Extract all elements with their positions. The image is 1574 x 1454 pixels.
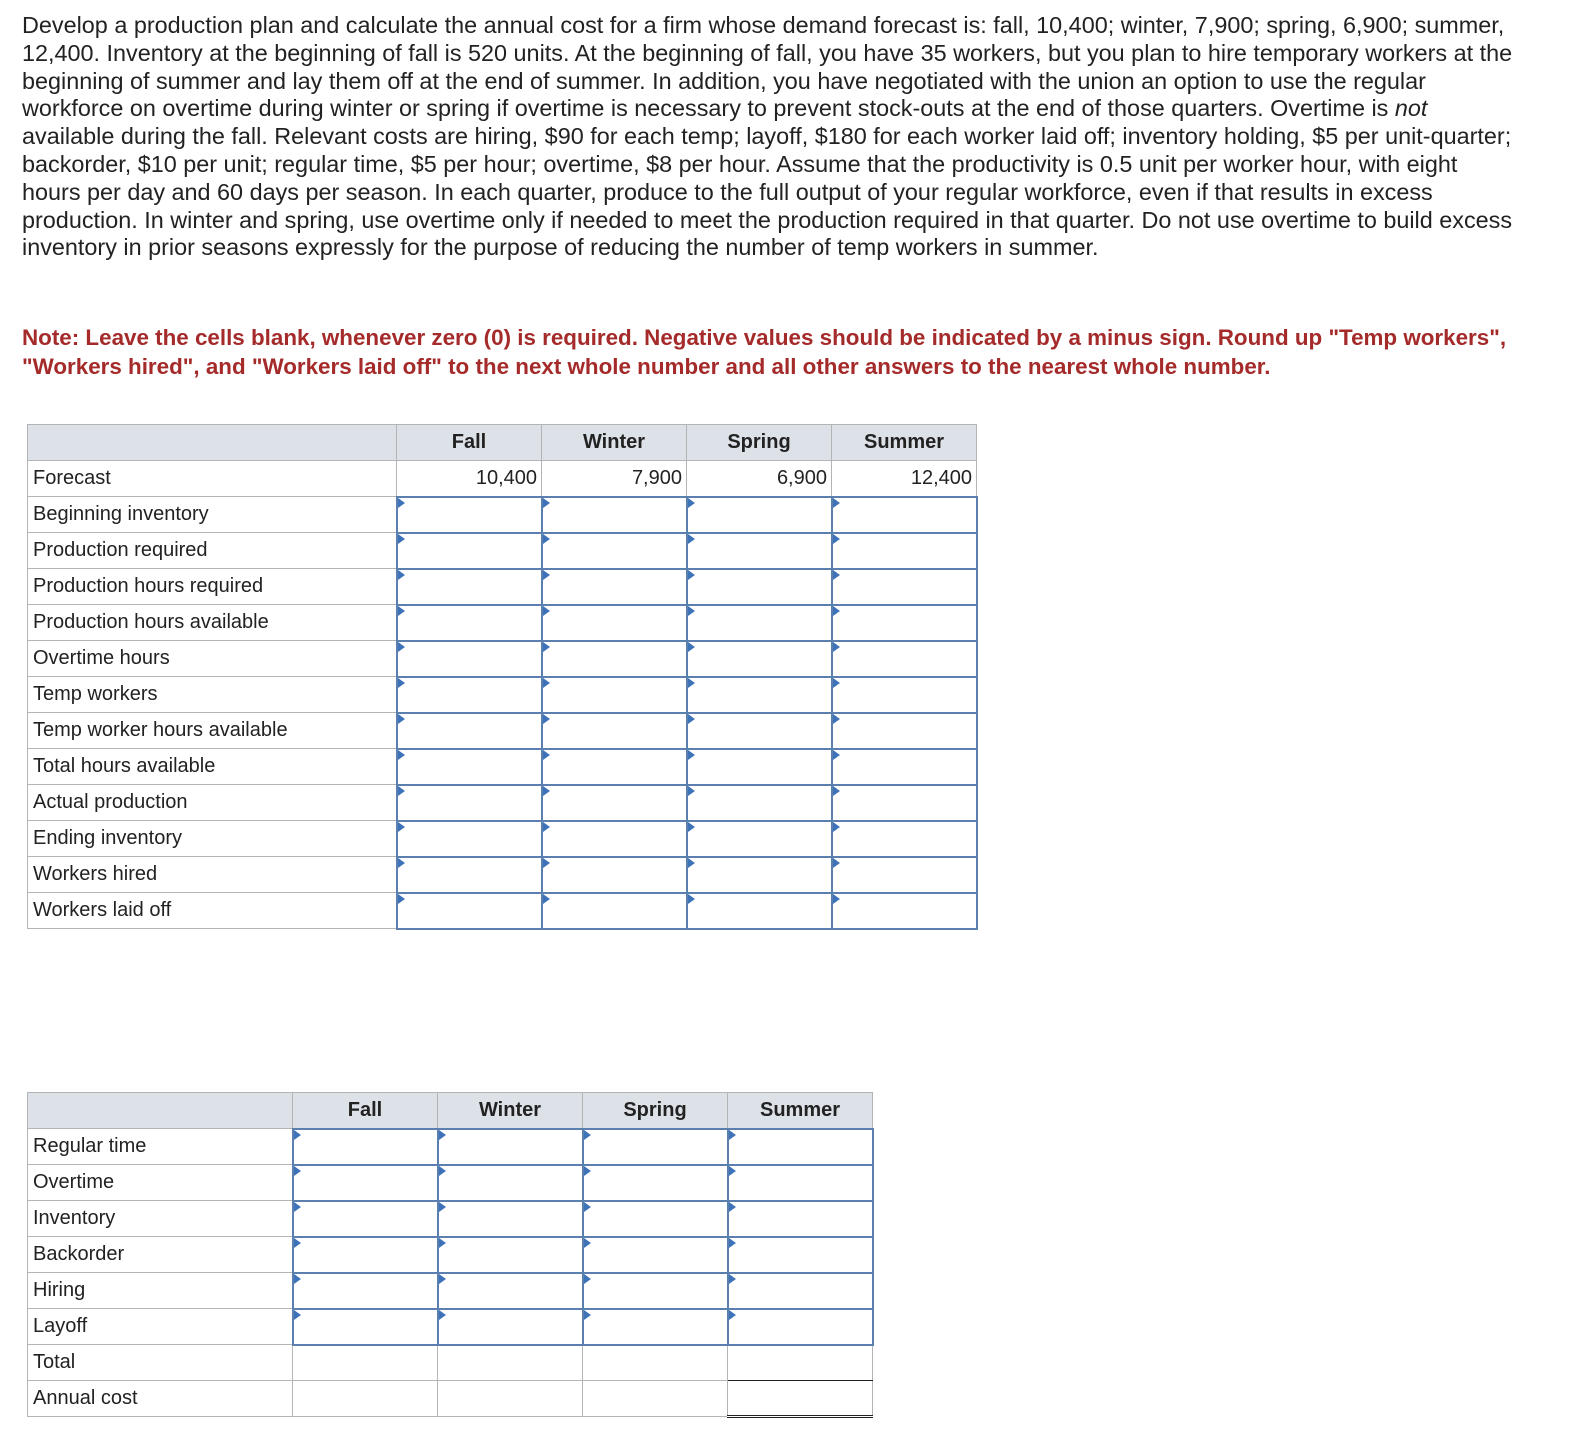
production-hours-available-summer-input[interactable] xyxy=(833,606,976,640)
workers-laid-off-summer-input[interactable] xyxy=(833,894,976,928)
production-hours-available-spring-input[interactable] xyxy=(688,606,831,640)
plan-row-label: Temp worker hours available xyxy=(28,713,397,749)
beginning-inventory-winter-cell xyxy=(542,497,687,533)
cost-row-inventory xyxy=(28,1201,873,1237)
beginning-inventory-winter-input[interactable] xyxy=(543,498,686,532)
plan-row-label: Total hours available xyxy=(28,749,397,785)
overtime-hours-fall-cell xyxy=(397,641,542,677)
overtime-hours-fall-input[interactable] xyxy=(398,642,541,676)
overtime-fall-input[interactable] xyxy=(294,1166,437,1200)
annual-cost-spring-value xyxy=(583,1381,728,1417)
workers-laid-off-winter-input[interactable] xyxy=(543,894,686,928)
inventory-winter-cell xyxy=(438,1201,583,1237)
plan-row-label: Production hours required xyxy=(28,569,397,605)
workers-laid-off-spring-input[interactable] xyxy=(688,894,831,928)
production-hours-required-spring-input[interactable] xyxy=(688,570,831,604)
annual-cost-winter-value xyxy=(438,1381,583,1417)
cost-header-corner xyxy=(28,1093,293,1129)
ending-inventory-winter-input[interactable] xyxy=(543,822,686,856)
overtime-hours-spring-input[interactable] xyxy=(688,642,831,676)
production-required-spring-input[interactable] xyxy=(688,534,831,568)
plan-row-forecast xyxy=(28,461,977,497)
total-hours-available-fall-input[interactable] xyxy=(398,750,541,784)
temp-worker-hours-available-fall-cell xyxy=(397,713,542,749)
plan-row-label: Beginning inventory xyxy=(28,497,397,533)
total-hours-available-summer-cell xyxy=(832,749,977,785)
total-fall-value xyxy=(293,1345,438,1381)
cost-row-layoff xyxy=(28,1309,873,1345)
plan-row-label: Ending inventory xyxy=(28,821,397,857)
forecast-summer-value: 12,400 xyxy=(832,461,977,497)
workers-laid-off-fall-cell xyxy=(397,893,542,929)
actual-production-fall-cell xyxy=(397,785,542,821)
ending-inventory-fall-cell xyxy=(397,821,542,857)
overtime-spring-input[interactable] xyxy=(584,1166,727,1200)
total-hours-available-spring-cell xyxy=(687,749,832,785)
workers-hired-spring-cell xyxy=(687,857,832,893)
temp-workers-fall-cell xyxy=(397,677,542,713)
production-required-summer-cell xyxy=(832,533,977,569)
total-hours-available-summer-input[interactable] xyxy=(833,750,976,784)
layoff-fall-input[interactable] xyxy=(294,1310,437,1344)
cost-header-spring: Spring xyxy=(583,1093,728,1129)
regular-time-winter-input[interactable] xyxy=(439,1130,582,1164)
plan-row-label: Production required xyxy=(28,533,397,569)
plan-row-ending-inventory xyxy=(28,821,977,857)
layoff-spring-input[interactable] xyxy=(584,1310,727,1344)
production-hours-available-winter-cell xyxy=(542,605,687,641)
inventory-fall-input[interactable] xyxy=(294,1202,437,1236)
inventory-spring-input[interactable] xyxy=(584,1202,727,1236)
plan-row-production-required xyxy=(28,533,977,569)
production-required-fall-cell xyxy=(397,533,542,569)
overtime-hours-spring-cell xyxy=(687,641,832,677)
beginning-inventory-fall-cell xyxy=(397,497,542,533)
cost-row-label: Backorder xyxy=(28,1237,293,1273)
workers-laid-off-fall-input[interactable] xyxy=(398,894,541,928)
actual-production-spring-input[interactable] xyxy=(688,786,831,820)
cost-row-hiring xyxy=(28,1273,873,1309)
total-hours-available-fall-cell xyxy=(397,749,542,785)
workers-laid-off-summer-cell xyxy=(832,893,977,929)
regular-time-fall-input[interactable] xyxy=(294,1130,437,1164)
plan-header-summer: Summer xyxy=(832,425,977,461)
regular-time-summer-input[interactable] xyxy=(729,1130,872,1164)
backorder-fall-input[interactable] xyxy=(294,1238,437,1272)
layoff-winter-cell xyxy=(438,1309,583,1345)
plan-row-beginning-inventory xyxy=(28,497,977,533)
overtime-summer-cell xyxy=(728,1165,873,1201)
workers-hired-summer-cell xyxy=(832,857,977,893)
temp-workers-spring-input[interactable] xyxy=(688,678,831,712)
hiring-summer-cell xyxy=(728,1273,873,1309)
ending-inventory-winter-cell xyxy=(542,821,687,857)
hiring-spring-cell xyxy=(583,1273,728,1309)
workers-hired-winter-input[interactable] xyxy=(543,858,686,892)
beginning-inventory-spring-input[interactable] xyxy=(688,498,831,532)
plan-row-label: Workers laid off xyxy=(28,893,397,929)
regular-time-fall-cell xyxy=(293,1129,438,1165)
plan-row-production-hours-required xyxy=(28,569,977,605)
plan-row-temp-workers xyxy=(28,677,977,713)
beginning-inventory-summer-input[interactable] xyxy=(833,498,976,532)
plan-row-label: Forecast xyxy=(28,461,397,497)
hiring-spring-input[interactable] xyxy=(584,1274,727,1308)
plan-row-workers-hired xyxy=(28,857,977,893)
workers-hired-fall-input[interactable] xyxy=(398,858,541,892)
layoff-fall-cell xyxy=(293,1309,438,1345)
inventory-spring-cell xyxy=(583,1201,728,1237)
production-hours-required-fall-cell xyxy=(397,569,542,605)
cost-row-label: Annual cost xyxy=(28,1381,293,1417)
ending-inventory-spring-cell xyxy=(687,821,832,857)
temp-worker-hours-available-fall-input[interactable] xyxy=(398,714,541,748)
plan-row-overtime-hours xyxy=(28,641,977,677)
overtime-summer-input[interactable] xyxy=(729,1166,872,1200)
temp-worker-hours-available-spring-cell xyxy=(687,713,832,749)
overtime-hours-winter-cell xyxy=(542,641,687,677)
production-hours-available-winter-input[interactable] xyxy=(543,606,686,640)
instruction-note: Note: Leave the cells blank, whenever zero (0) is required. Negative values should be indicated by a minus sign. Round up "Temp workers", "Workers hired", and "Workers laid off" to the next whole number and all other answers to the nearest whole number. xyxy=(22,325,1507,379)
regular-time-winter-cell xyxy=(438,1129,583,1165)
cost-row-label: Hiring xyxy=(28,1273,293,1309)
plan-row-label: Actual production xyxy=(28,785,397,821)
production-required-winter-input[interactable] xyxy=(543,534,686,568)
production-hours-available-fall-cell xyxy=(397,605,542,641)
workers-hired-summer-input[interactable] xyxy=(833,858,976,892)
temp-workers-fall-input[interactable] xyxy=(398,678,541,712)
cost-row-overtime xyxy=(28,1165,873,1201)
production-hours-available-summer-cell xyxy=(832,605,977,641)
hiring-winter-cell xyxy=(438,1273,583,1309)
production-hours-available-fall-input[interactable] xyxy=(398,606,541,640)
production-hours-required-winter-cell xyxy=(542,569,687,605)
cost-header-summer: Summer xyxy=(728,1093,873,1129)
production-plan-table xyxy=(27,424,978,930)
temp-worker-hours-available-spring-input[interactable] xyxy=(688,714,831,748)
backorder-summer-cell xyxy=(728,1237,873,1273)
plan-row-actual-production xyxy=(28,785,977,821)
ending-inventory-fall-input[interactable] xyxy=(398,822,541,856)
layoff-summer-cell xyxy=(728,1309,873,1345)
regular-time-spring-cell xyxy=(583,1129,728,1165)
layoff-summer-input[interactable] xyxy=(729,1310,872,1344)
problem-text-part1: Develop a production plan and calculate the annual cost for a firm whose demand forecast is: fall, 10,400; winter, 7,900; spring, 6,900; summer, 12,400. Inventory at the beginning of fall is 520 units. At the beginning of fall, you have 35 workers, but you plan to hire temporary workers at the beginning of summer and lay them off at the end of summer. In addition, you have negotiated with the union an option to use the regular workforce on overtime during winter or spring if overtime is necessary to prevent stock-outs at the end of those quarters. Overtime is xyxy=(22,12,1513,122)
temp-workers-winter-input[interactable] xyxy=(543,678,686,712)
overtime-fall-cell xyxy=(293,1165,438,1201)
plan-row-production-hours-available xyxy=(28,605,977,641)
cost-row-label: Layoff xyxy=(28,1309,293,1345)
cost-row-label: Regular time xyxy=(28,1129,293,1165)
temp-worker-hours-available-winter-cell xyxy=(542,713,687,749)
plan-row-label: Overtime hours xyxy=(28,641,397,677)
temp-worker-hours-available-winter-input[interactable] xyxy=(543,714,686,748)
hiring-fall-input[interactable] xyxy=(294,1274,437,1308)
backorder-winter-input[interactable] xyxy=(439,1238,582,1272)
plan-row-label: Temp workers xyxy=(28,677,397,713)
plan-row-workers-laid-off xyxy=(28,893,977,929)
production-hours-required-summer-input[interactable] xyxy=(833,570,976,604)
plan-header-spring: Spring xyxy=(687,425,832,461)
total-summer-value xyxy=(728,1345,873,1381)
beginning-inventory-fall-input[interactable] xyxy=(398,498,541,532)
forecast-fall-value: 10,400 xyxy=(397,461,542,497)
production-hours-available-spring-cell xyxy=(687,605,832,641)
forecast-spring-value: 6,900 xyxy=(687,461,832,497)
regular-time-summer-cell xyxy=(728,1129,873,1165)
production-required-winter-cell xyxy=(542,533,687,569)
overtime-hours-summer-cell xyxy=(832,641,977,677)
temp-worker-hours-available-summer-input[interactable] xyxy=(833,714,976,748)
actual-production-summer-input[interactable] xyxy=(833,786,976,820)
temp-workers-winter-cell xyxy=(542,677,687,713)
inventory-summer-input[interactable] xyxy=(729,1202,872,1236)
inventory-fall-cell xyxy=(293,1201,438,1237)
hiring-fall-cell xyxy=(293,1273,438,1309)
overtime-winter-cell xyxy=(438,1165,583,1201)
hiring-winter-input[interactable] xyxy=(439,1274,582,1308)
problem-statement xyxy=(22,12,1522,262)
cost-row-label: Total xyxy=(28,1345,293,1381)
total-hours-available-winter-cell xyxy=(542,749,687,785)
ending-inventory-summer-input[interactable] xyxy=(833,822,976,856)
plan-header-corner xyxy=(28,425,397,461)
actual-production-fall-input[interactable] xyxy=(398,786,541,820)
inventory-winter-input[interactable] xyxy=(439,1202,582,1236)
overtime-hours-winter-input[interactable] xyxy=(543,642,686,676)
backorder-summer-input[interactable] xyxy=(729,1238,872,1272)
annual-cost-fall-value xyxy=(293,1381,438,1417)
actual-production-winter-input[interactable] xyxy=(543,786,686,820)
temp-worker-hours-available-summer-cell xyxy=(832,713,977,749)
total-hours-available-winter-input[interactable] xyxy=(543,750,686,784)
production-hours-required-summer-cell xyxy=(832,569,977,605)
backorder-fall-cell xyxy=(293,1237,438,1273)
beginning-inventory-spring-cell xyxy=(687,497,832,533)
actual-production-spring-cell xyxy=(687,785,832,821)
workers-hired-spring-input[interactable] xyxy=(688,858,831,892)
beginning-inventory-summer-cell xyxy=(832,497,977,533)
temp-workers-summer-input[interactable] xyxy=(833,678,976,712)
production-required-fall-input[interactable] xyxy=(398,534,541,568)
production-hours-required-winter-input[interactable] xyxy=(543,570,686,604)
cost-header-row xyxy=(28,1093,873,1129)
cost-header-fall: Fall xyxy=(293,1093,438,1129)
cost-row-label: Overtime xyxy=(28,1165,293,1201)
production-hours-required-spring-cell xyxy=(687,569,832,605)
cost-table xyxy=(27,1092,874,1418)
workers-hired-fall-cell xyxy=(397,857,542,893)
plan-header-fall: Fall xyxy=(397,425,542,461)
hiring-summer-input[interactable] xyxy=(729,1274,872,1308)
backorder-winter-cell xyxy=(438,1237,583,1273)
layoff-spring-cell xyxy=(583,1309,728,1345)
problem-emphasis: not xyxy=(1394,95,1428,122)
ending-inventory-summer-cell xyxy=(832,821,977,857)
problem-text-part2: available during the fall. Relevant costs are hiring, $90 for each temp; layoff, $180 for each worker laid off; inventory holding, $5 per unit-quarter; backorder, $10 per unit; regular time, $5 per hour; overtime, $8 per hour. Assume that the productivity is 0.5 unit per worker hour, with eight hours per day and 60 days per season. In each quarter, produce to the full output of your regular workforce, even if that results in excess production. In winter and spring, use overtime only if needed to meet the production required in that quarter. Do not use overtime to build excess inventory in prior seasons expressly for the purpose of reducing the number of temp workers in summer. xyxy=(22,123,1513,261)
total-winter-value xyxy=(438,1345,583,1381)
overtime-hours-summer-input[interactable] xyxy=(833,642,976,676)
production-hours-required-fall-input[interactable] xyxy=(398,570,541,604)
inventory-summer-cell xyxy=(728,1201,873,1237)
cost-row-annual-cost xyxy=(28,1381,873,1417)
temp-workers-spring-cell xyxy=(687,677,832,713)
total-spring-value xyxy=(583,1345,728,1381)
workers-laid-off-spring-cell xyxy=(687,893,832,929)
plan-row-label: Production hours available xyxy=(28,605,397,641)
cost-row-label: Inventory xyxy=(28,1201,293,1237)
plan-row-temp-worker-hours-available xyxy=(28,713,977,749)
plan-header-row xyxy=(28,425,977,461)
plan-row-label: Workers hired xyxy=(28,857,397,893)
workers-laid-off-winter-cell xyxy=(542,893,687,929)
regular-time-spring-input[interactable] xyxy=(584,1130,727,1164)
backorder-spring-input[interactable] xyxy=(584,1238,727,1272)
actual-production-winter-cell xyxy=(542,785,687,821)
temp-workers-summer-cell xyxy=(832,677,977,713)
ending-inventory-spring-input[interactable] xyxy=(688,822,831,856)
production-required-spring-cell xyxy=(687,533,832,569)
cost-row-regular-time xyxy=(28,1129,873,1165)
overtime-winter-input[interactable] xyxy=(439,1166,582,1200)
plan-header-winter: Winter xyxy=(542,425,687,461)
overtime-spring-cell xyxy=(583,1165,728,1201)
cost-row-total xyxy=(28,1345,873,1381)
total-hours-available-spring-input[interactable] xyxy=(688,750,831,784)
cost-header-winter: Winter xyxy=(438,1093,583,1129)
backorder-spring-cell xyxy=(583,1237,728,1273)
workers-hired-winter-cell xyxy=(542,857,687,893)
cost-row-backorder xyxy=(28,1237,873,1273)
annual-cost-summer-value xyxy=(728,1381,873,1417)
plan-row-total-hours-available xyxy=(28,749,977,785)
layoff-winter-input[interactable] xyxy=(439,1310,582,1344)
forecast-winter-value: 7,900 xyxy=(542,461,687,497)
production-required-summer-input[interactable] xyxy=(833,534,976,568)
actual-production-summer-cell xyxy=(832,785,977,821)
